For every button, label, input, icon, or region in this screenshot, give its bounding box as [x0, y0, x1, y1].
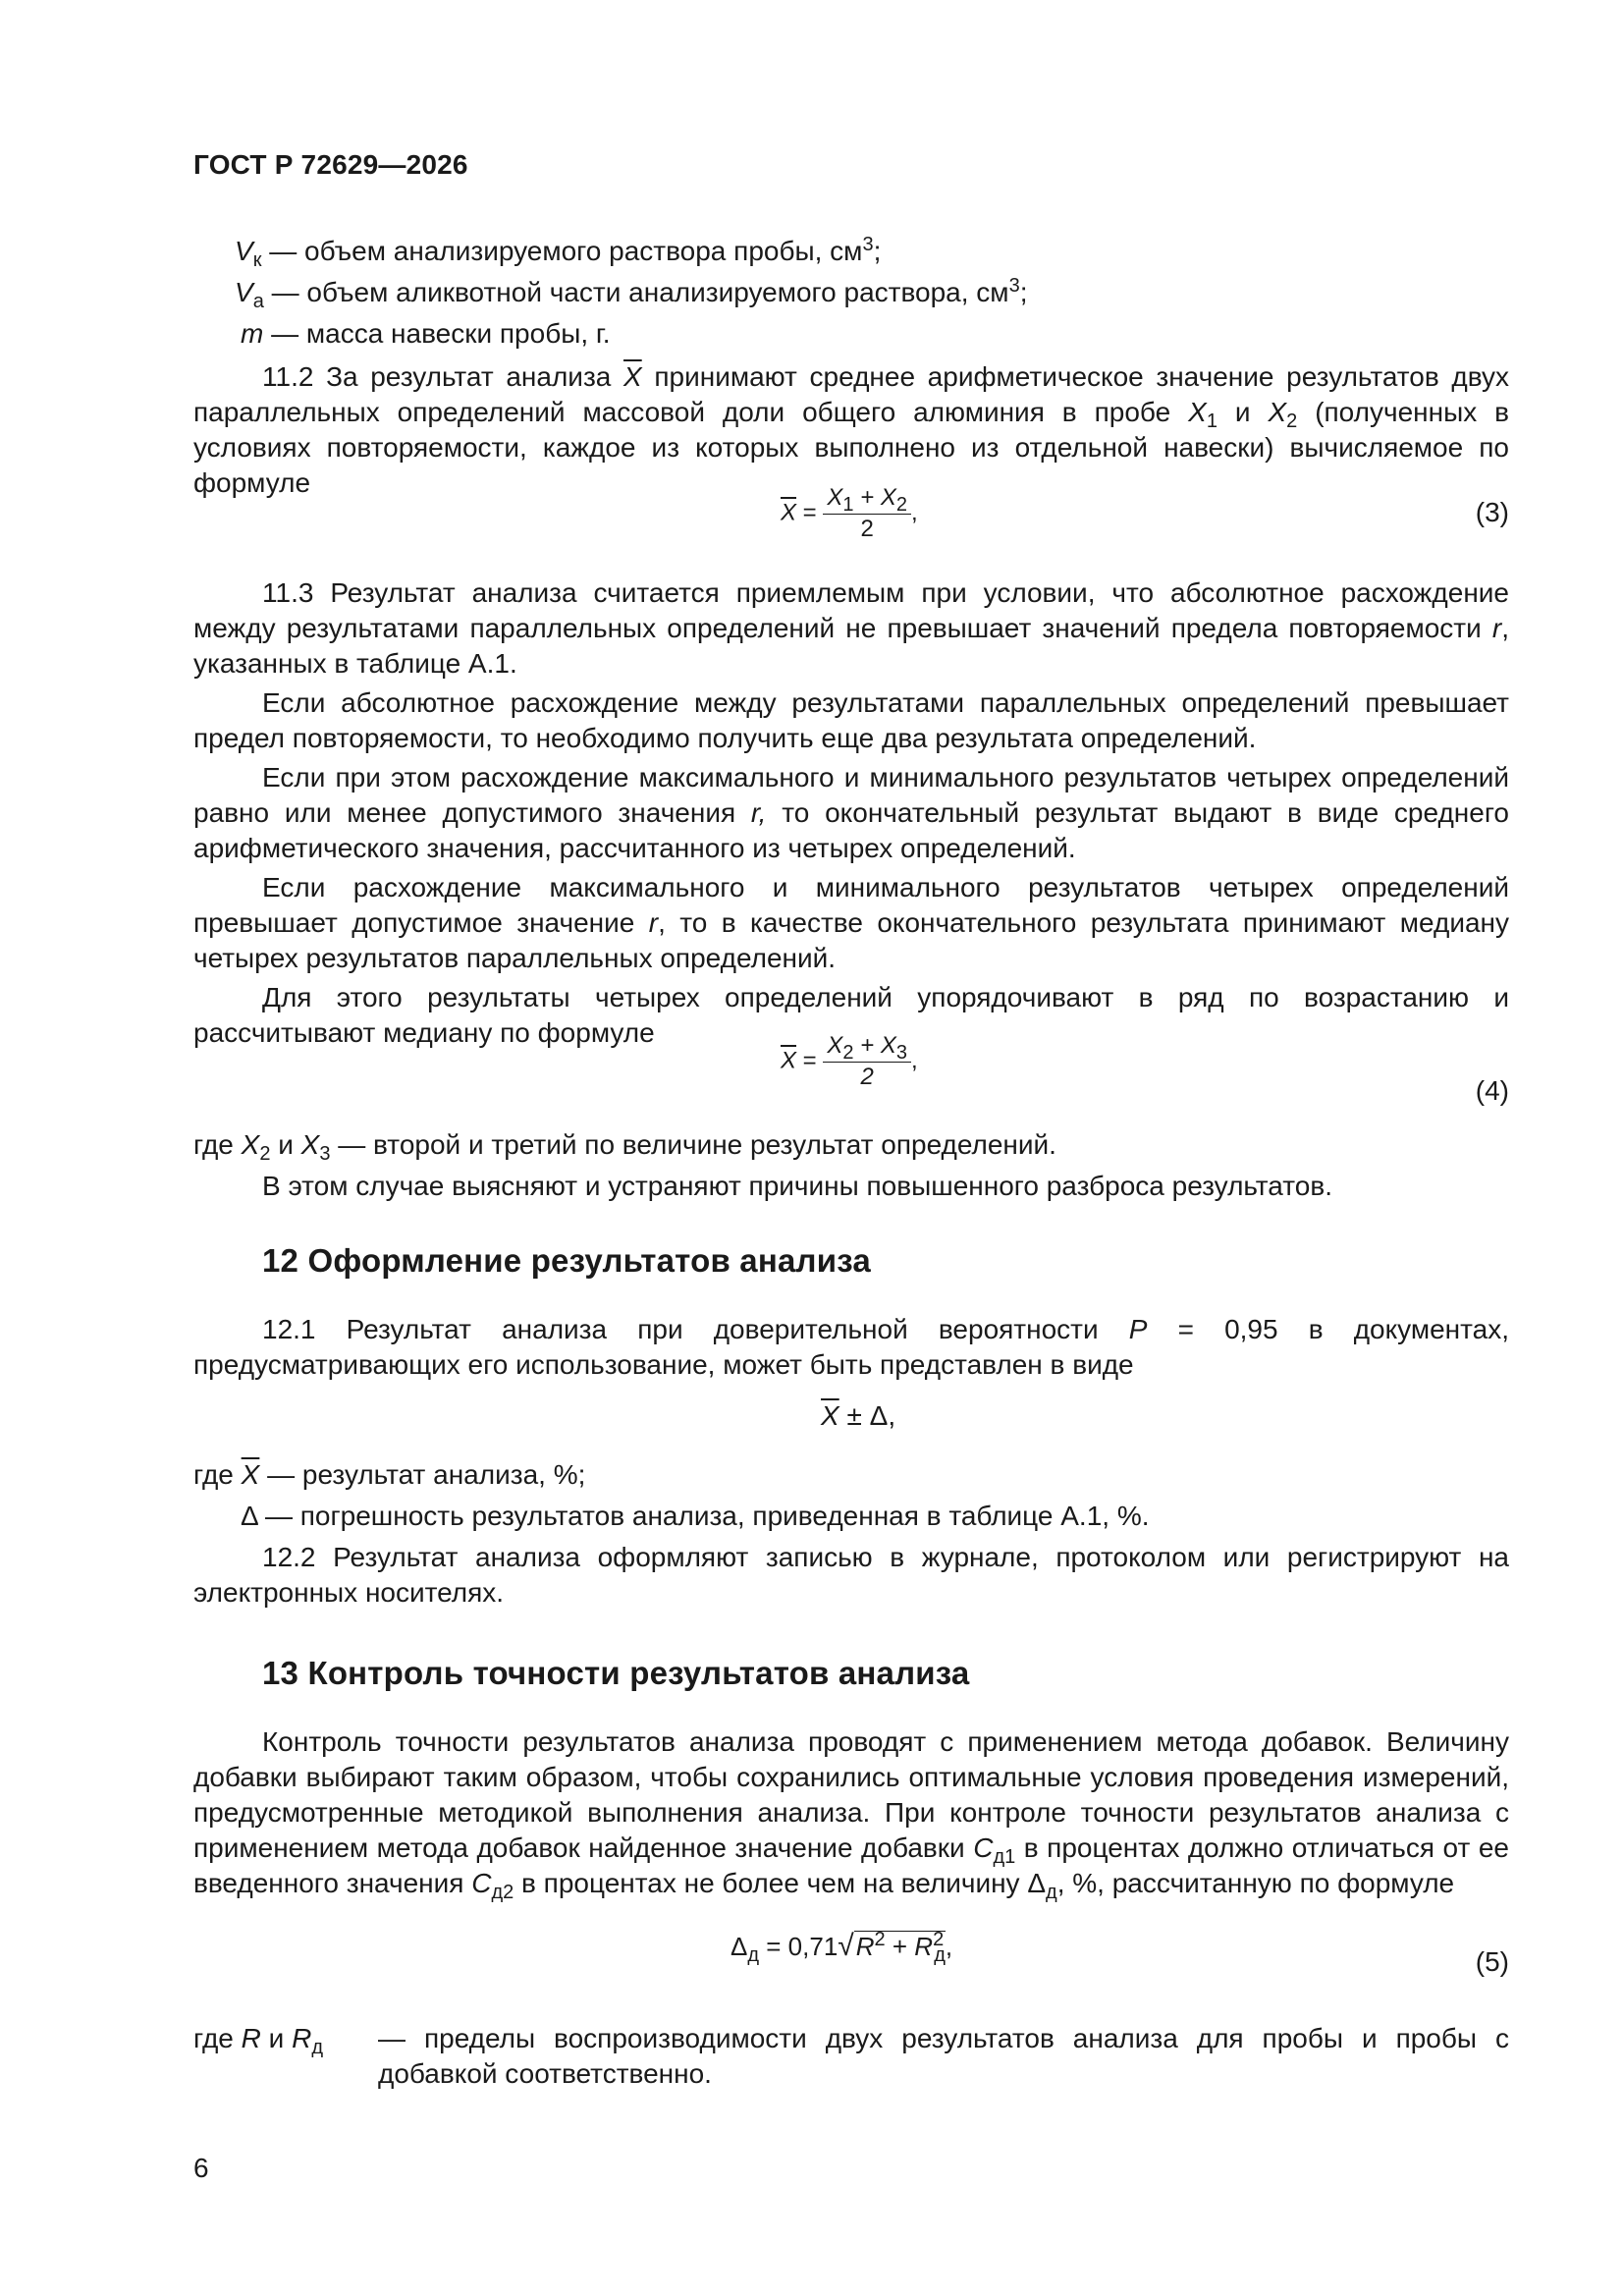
- paragraph-if-3: Если расхождение максимального и минимального результатов четырех определений превышает допустимое значение r, то в качестве окончательного результата принимают медиану четырех результатов параллельных определений.: [193, 872, 1510, 973]
- paragraph-11-3: 11.3 Результат анализа считается приемлемым при условии, что абсолютное расхождение между результатами параллельных определений не превышает значений предела повторяемости r, указанных в таблице А.1. Если абсолютное расхождение между результатами параллельных определений превышает предел повторяемости, то необходимо получить еще два результата определений. Если при этом расхождение максимального и минимального результатов четырех определений равно или менее допустимого значения r, то окончательный результат выдают в виде среднего арифметического значения, рассчитанного из четырех определений. Если расхождение максимального и минимального результатов четырех определений превышает допустимое значение r, то в качестве окончательного результата принимают медиану четырех результатов параллельных определений. Для этого результаты четырех определений упорядочивают в ряд по возрастанию и рассчитывают медиану по формуле: [193, 575, 1509, 1051]
- definition-vk: $V_к$ — объем анализируемого раствора пробы, $см^3$;: [235, 234, 882, 271]
- paragraph-12-2: 12.2 Результат анализа оформляют записью в журнале, протоколом или регистрируют на электронных носителях.: [193, 1542, 1509, 1608]
- paragraph-if-1: Если абсолютное расхождение между результатами параллельных определений превышает предел повторяемости, то необходимо получить еще два результата определений.: [193, 687, 1509, 753]
- paragraph-if-2: Если при этом расхождение максимального и минимального результатов четырех определений равно или менее допустимого значения r, то окончательный результат выдают в виде среднего арифметического значения, рассчитанного из четырех определений.: [193, 762, 1509, 863]
- formula-3: $\overline{X}$ = $\frac{X_1 + X_2}{2}$ ,: [781, 484, 918, 542]
- paragraph-11-2: 11.2 За результат анализа $\overline{X}$ принимают среднее арифметическое значение результатов двух параллельных определений массовой доли общего алюминия в пробе $X_1$ и $X_2$ (полученных в условиях повторяемости, каждое из которых выполнено из отдельной навески) вычисляемое по формуле: [193, 361, 1509, 498]
- formula-4: $\overline{X}$ = $\frac{X_2 + X_3}{2}$ ,: [781, 1032, 918, 1090]
- section-12-title: 12 Оформление результатов анализа: [262, 1242, 871, 1279]
- definition-va: $V_а$ — объем аликвотной части анализируемого раствора, $см^3$;: [235, 275, 1028, 312]
- paragraph-13: Контроль точности результатов анализа проводят с применением метода добавок. Величину добавки выбирают таким образом, чтобы сохранились оптимальные условия проведения измерений, предусмотренные методикой выполнения анализа. При контроле точности результатов анализа с применением метода добавок найденное значение добавки $C_{д1}$ в процентах должно отличаться от ее введенного значения $C_{д2}$ в процентах не более чем на величину $\Delta_д$, %, рассчитанную по формуле: [193, 1726, 1509, 1903]
- where-12: где $\overline{X}$ — результат анализа, %; Δ — погрешность результатов анализа, приведенная в таблице А.1, %. 12.2 Результат анализа оформляют записью в журнале, протоколом или регистрируют на электронных носителях.: [193, 1457, 1509, 1611]
- equation-number-4: (4): [1475, 1075, 1509, 1106]
- definition-m: m — масса навески пробы, г.: [241, 318, 611, 349]
- page-number: 6: [193, 2153, 209, 2183]
- section-13-title: 13 Контроль точности результатов анализа: [262, 1655, 970, 1691]
- paragraph-median: Для этого результаты четырех определений упорядочивают в ряд по возрастанию и рассчитывают медиану по формуле: [193, 982, 1509, 1048]
- equation-number-5: (5): [1475, 1946, 1509, 1977]
- paragraph-12-1: 12.1 Результат анализа при доверительной вероятности P = 0,95 в документах, предусматривающих его использование, может быть представлен в виде: [193, 1314, 1509, 1380]
- definitions-list: [193, 234, 1509, 357]
- paragraph-case: В этом случае выясняют и устраняют причины повышенного разброса результатов.: [262, 1171, 1333, 1201]
- formula-5: $\Delta_д = 0,71√R^2 + R^2_д$,: [730, 1929, 953, 1966]
- where-13: где R и $R_д$ — пределы воспроизводимости двух результатов анализа для пробы и пробы с добавкой соответственно.: [193, 2023, 1509, 2089]
- equation-number-3: (3): [1475, 497, 1509, 527]
- document-code: ГОСТ Р 72629—2026: [193, 149, 468, 180]
- expression-x-delta: $\overline{X} \pm \Delta$,: [821, 1400, 896, 1431]
- where-4: где $X_2$ и $X_3$ — второй и третий по величине результат определений. В этом случае выясняют и устраняют причины повышенного разброса результатов.: [193, 1127, 1509, 1204]
